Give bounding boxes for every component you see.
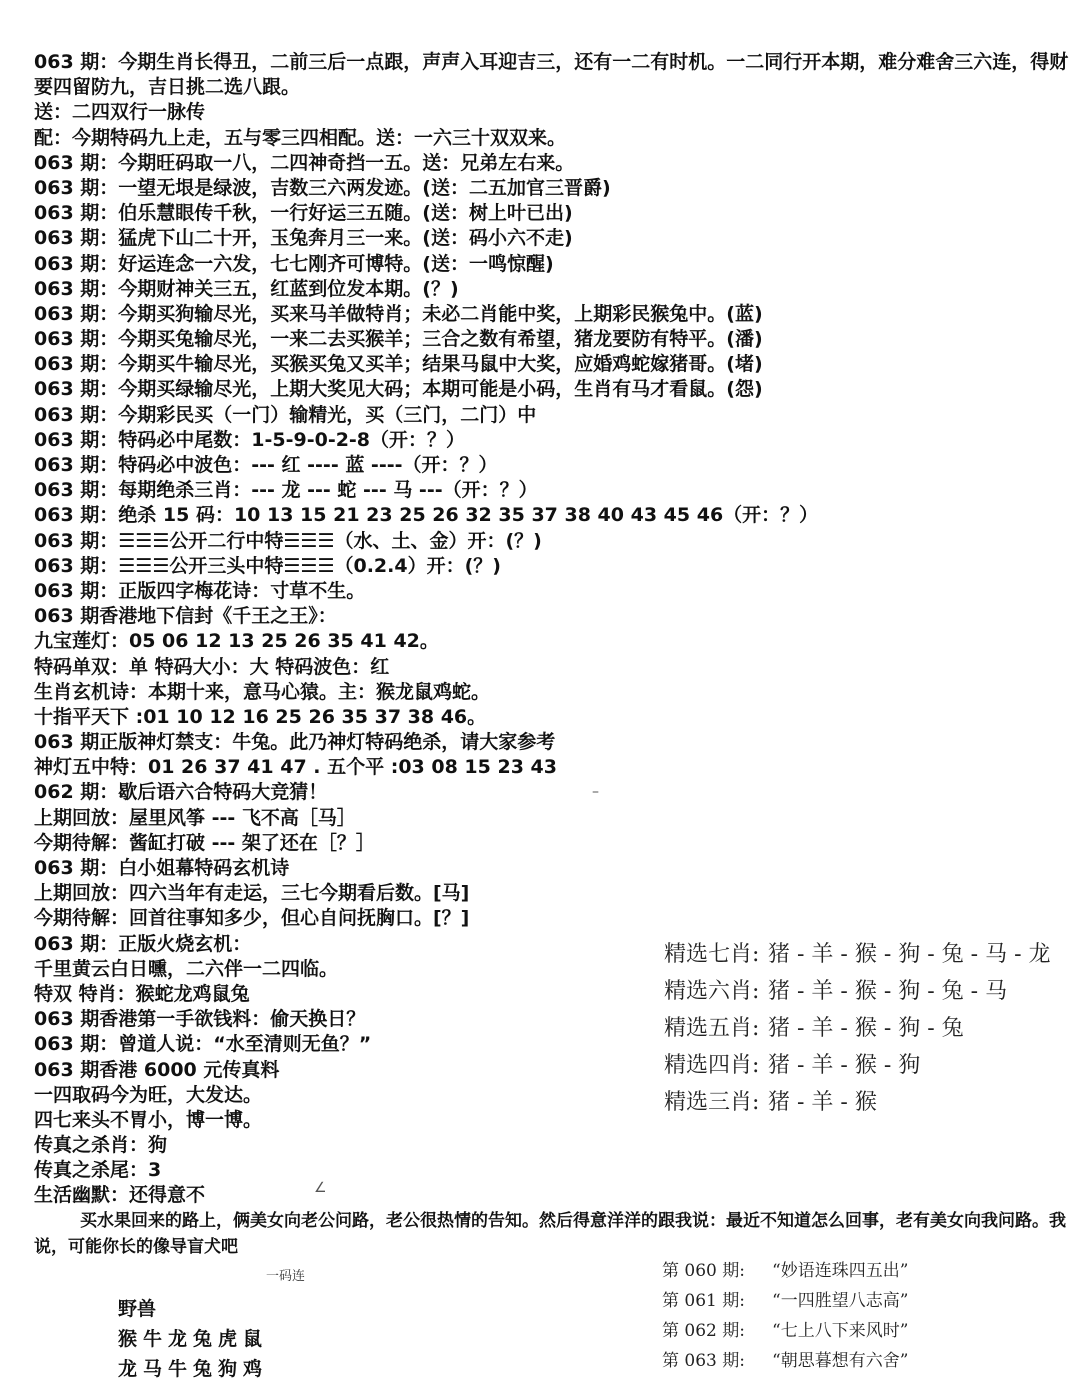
stray-mark: ∠ [314, 1180, 327, 1196]
text-line: 063 期：今期买兔输尽光，一来二去买猴羊；三合之数有希望，猪龙要防有特平。(潘) [34, 328, 763, 351]
text-line: 生活幽默：还得意不 [34, 1184, 206, 1207]
zodiac-block [118, 1268, 318, 1384]
text-line: 063 期：绝杀 15 码：10 13 15 21 23 25 26 32 35 37 38 40 43 45 46（开：？） [34, 504, 819, 527]
pick-row [664, 1047, 1074, 1084]
pick-label: 精选五肖: [664, 1016, 760, 1041]
history-row [662, 1346, 1072, 1376]
text-line: 063 期：曾道人说：“水至清则无鱼？” [34, 1033, 372, 1056]
text-line: 神灯五中特：01 26 37 41 47 . 五个平 :03 08 15 23 43 [34, 756, 557, 779]
pick-label: 精选四肖: [664, 1053, 760, 1078]
text-line: 十指平天下 :01 10 12 16 25 26 35 37 38 46。 [34, 705, 487, 728]
history-value: “七上八下来风时” [772, 1321, 909, 1341]
pick-label: 精选三肖: [664, 1090, 760, 1115]
pick-row [664, 936, 1074, 973]
pick-row [664, 973, 1074, 1010]
zodiac-block-title: 一码连 [266, 1269, 306, 1284]
text-line: 九宝莲灯：05 06 12 13 25 26 35 41 42。 [34, 630, 439, 653]
pick-row [664, 1010, 1074, 1047]
text-line: 063 期：今期买绿输尽光，上期大奖见大码；本期可能是小码，生肖有马才看鼠。(怨) [34, 378, 763, 401]
text-line: 063 期：今期买狗输尽光，买来马羊做特肖；未必二肖能中奖，上期彩民猴兔中。(蓝) [34, 302, 763, 325]
text-line: 063 期香港 6000 元传真料 [34, 1058, 280, 1081]
text-line: 063 期：每期绝杀三肖：--- 龙 --- 蛇 --- 马 ---（开：？） [34, 479, 538, 502]
history-row [662, 1286, 1072, 1316]
text-line: 特双 特肖：猴蛇龙鸡鼠兔 [34, 982, 250, 1005]
text-line: 063 期：今期财神关三五，红蓝到位发本期。(？) [34, 277, 459, 300]
text-line: 062 期：歇后语六合特码大竞猜！ [34, 781, 328, 804]
zodiac-row: 龙马牛兔狗鸡 [118, 1358, 269, 1380]
text-line: 063 期：正版火烧玄机： [34, 932, 252, 955]
history-value: “朝思暮想有六舍” [772, 1351, 909, 1371]
text-line: 063 期：今期旺码取一八，二四神奇挡一五。送：兄弟左右来。 [34, 151, 575, 174]
pick-value: 猪 - 羊 - 猴 [768, 1090, 877, 1115]
joke-text: 买水果回来的路上，俩美女向老公问路，老公很热情的告知。然后得意洋洋的跟我说：最近不知道怎么回事，老有美女向我问路。我说，可能你长的像导盲犬吧 [34, 1211, 1066, 1257]
pick-value: 猪 - 羊 - 猴 - 狗 - 兔 [768, 1016, 964, 1041]
text-line: 063 期正版神灯禁支：牛兔。此乃神灯特码绝杀，请大家参考 [34, 731, 556, 754]
wild-label: 野兽 [118, 1298, 157, 1320]
pick-value: 猪 - 羊 - 猴 - 狗 - 兔 - 马 [768, 979, 1008, 1004]
text-line: 传真之杀肖：狗 [34, 1134, 168, 1157]
joke-paragraph [34, 1208, 1074, 1260]
text-line: 063 期：今期生肖长得丑，二前三后一点跟，声声入耳迎吉三，还有一二有时机。一二同行开本期，难分难舍三六连，得财要四留防九，吉日挑二选八跟。 [34, 51, 1069, 99]
pick-label: 精选六肖: [664, 979, 760, 1004]
text-line: 上期回放：四六当年有走运，三七今期看后数。[马] [34, 882, 470, 905]
text-line: 063 期：白小姐幕特码玄机诗 [34, 857, 290, 880]
text-line: 063 期：☰☰☰公开三头中特☰☰☰（0.2.4）开：(？) [34, 554, 501, 577]
text-line: 千里黄云白日曛，二六伴一二四临。 [34, 957, 339, 980]
pick-row [664, 1084, 1074, 1121]
text-line: 063 期：特码必中波色：--- 红 ---- 蓝 ----（开：？） [34, 454, 498, 477]
text-line: 今期待解：酱缸打破 --- 架了还在［？］ [34, 831, 375, 854]
history-label: 第 063 期: [662, 1351, 745, 1371]
picks-panel [664, 936, 1074, 1121]
history-label: 第 062 期: [662, 1321, 745, 1341]
history-row [662, 1256, 1072, 1286]
text-line: 配：今期特码九上走，五与零三四相配。送：一六三十双双来。 [34, 126, 567, 149]
text-line: 063 期：今期买牛输尽光，买猴买兔又买羊；结果马鼠中大奖，应婚鸡蛇嫁猪哥。(堵) [34, 353, 763, 376]
text-line: 063 期香港地下信封《千王之王》： [34, 605, 337, 628]
text-line: 上期回放：屋里风筝 --- 飞不高［马］ [34, 806, 356, 829]
text-line: 今期待解：回首往事知多少，但心自问抚胸口。[？] [34, 907, 470, 930]
text-line: 063 期：好运连念一六发，七七刚齐可博特。(送：一鸣惊醒) [34, 252, 554, 275]
history-row [662, 1316, 1072, 1346]
text-line: 四七来头不胃小，博一博。 [34, 1108, 263, 1131]
text-line: 063 期：一望无垠是绿波，吉数三六两发迹。(送：二五加官三晋爵) [34, 176, 611, 199]
text-line: 送：二四双行一脉传 [34, 101, 206, 124]
pick-value: 猪 - 羊 - 猴 - 狗 [768, 1053, 921, 1078]
text-line: 063 期：正版四字梅花诗：寸草不生。 [34, 579, 366, 602]
zodiac-row: 猴牛龙兔虎鼠 [118, 1328, 269, 1350]
history-panel [662, 1256, 1072, 1376]
history-label: 第 060 期: [662, 1261, 745, 1281]
history-label: 第 061 期: [662, 1291, 745, 1311]
text-line: 传真之杀尾：3 [34, 1159, 162, 1182]
text-line: 特码单双：单 特码大小：大 特码波色：红 [34, 655, 390, 678]
text-line: 063 期：今期彩民买（一门）输精光，买（三门，二门）中 [34, 403, 537, 426]
text-line: 生肖玄机诗：本期十来，意马心猿。主：猴龙鼠鸡蛇。 [34, 680, 491, 703]
text-line: 063 期：伯乐慧眼传千秋，一行好运三五随。(送：树上叶已出) [34, 202, 573, 225]
text-line: 063 期：☰☰☰公开二行中特☰☰☰（水、土、金）开：(？) [34, 529, 542, 552]
pick-value: 猪 - 羊 - 猴 - 狗 - 兔 - 马 - 龙 [768, 942, 1051, 967]
stray-mark: – [592, 784, 599, 800]
text-line: 063 期：特码必中尾数：1-5-9-0-2-8（开：？） [34, 428, 466, 451]
history-value: “妙语连珠四五出” [772, 1261, 909, 1281]
text-line: 063 期香港第一手欲钱料：偷天换日？ [34, 1008, 366, 1031]
history-value: “一四胜望八志高” [772, 1291, 909, 1311]
text-line: 一四取码今为旺，大发达。 [34, 1083, 263, 1106]
pick-label: 精选七肖: [664, 942, 760, 967]
text-line: 063 期：猛虎下山二十开，玉兔奔月三一来。(送：码小六不走) [34, 227, 573, 250]
